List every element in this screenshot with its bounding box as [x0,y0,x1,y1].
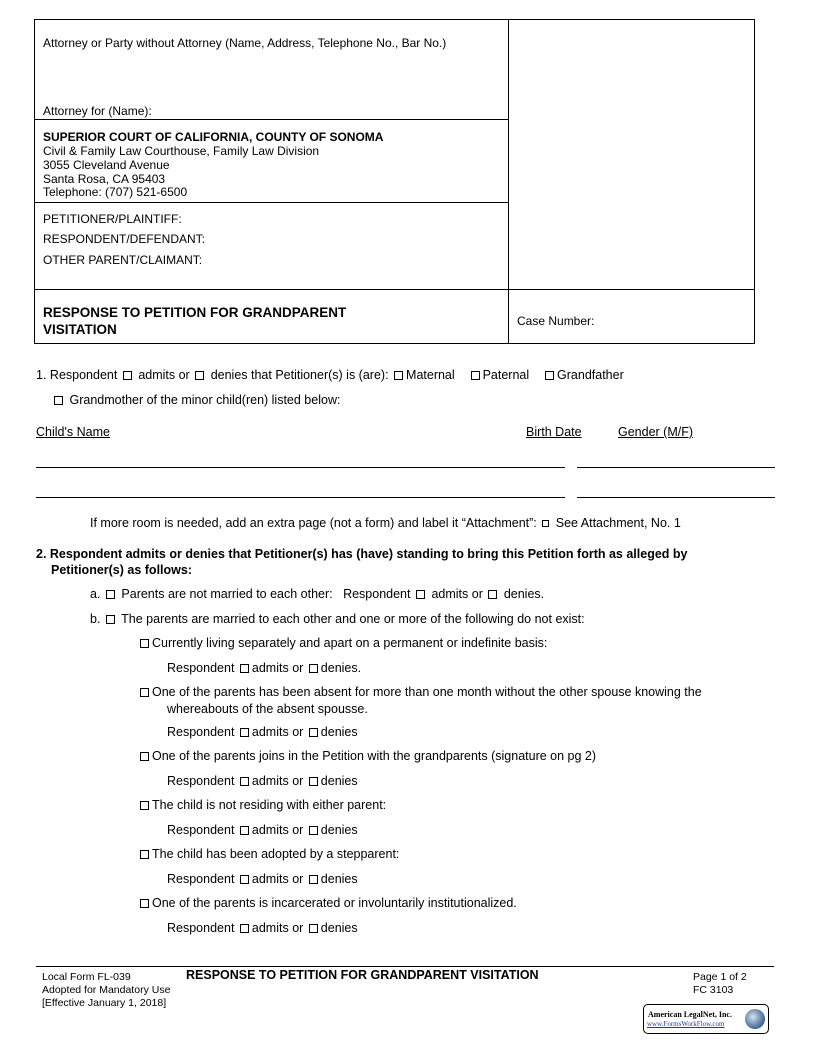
condition-4 [138,798,386,812]
condition-2-admits-checkbox[interactable] [240,728,249,737]
attorney-label: Attorney or Party without Attorney (Name, Address, Telephone No., Bar No.) [43,36,447,50]
admits-label: admits or [251,774,304,788]
court-name: SUPERIOR COURT OF CALIFORNIA, COUNTY OF SONOMA [43,130,384,144]
admits-label: admits or [251,661,304,675]
condition-2-text: One of the parents has been absent for more than one month without the other spouse knowing the [152,685,702,699]
item1-denies-label: denies that Petitioner(s) is (are): [210,368,389,382]
footer-form-no: Local Form FL-039 [42,971,131,983]
respondent-label: Respondent [167,823,235,837]
logo-name: American LegalNet, Inc. [648,1010,732,1019]
attachment-note-row [90,516,681,530]
grandfather-checkbox[interactable] [545,371,554,380]
denies-checkbox[interactable] [195,371,204,380]
item2b-checkbox[interactable] [106,615,115,624]
child-name-field-1[interactable] [36,467,565,468]
respondent-label: Respondent [167,725,235,739]
attachment-note: If more room is needed, add an extra page (not a form) and label it “Attachment”: [90,516,537,530]
condition-2-response [167,725,358,739]
item2a-admits-checkbox[interactable] [416,590,425,599]
item2a-label: a. [90,587,101,601]
condition-5-checkbox[interactable] [140,850,149,859]
item2b-row [90,612,585,626]
condition-1-checkbox[interactable] [140,639,149,648]
child-name-field-2[interactable] [36,497,565,498]
condition-2-checkbox[interactable] [140,688,149,697]
condition-5-admits-checkbox[interactable] [240,875,249,884]
court-phone: Telephone: (707) 521-6500 [43,185,188,199]
condition-4-checkbox[interactable] [140,801,149,810]
globe-icon [745,1009,765,1029]
petitioner-label: PETITIONER/PLAINTIFF: [43,212,182,226]
condition-5-response [167,872,358,886]
condition-6-response [167,921,358,935]
condition-4-text: The child is not residing with either parent: [152,798,387,812]
item2-heading-line1: 2. Respondent admits or denies that Petitioner(s) has (have) standing to bring this Petition forth as alleged by [36,547,688,561]
respondent-label: Respondent [167,872,235,886]
condition-2 [138,685,702,699]
maternal-checkbox[interactable] [394,371,403,380]
item2b-text: The parents are married to each other and one or more of the following do not exist: [121,612,585,626]
condition-4-denies-checkbox[interactable] [309,826,318,835]
case-number-label: Case Number: [517,314,595,328]
item2a-checkbox[interactable] [106,590,115,599]
denies-label: denies [320,725,358,739]
item2a-admits-label: admits or [431,587,483,601]
item2a-denies-checkbox[interactable] [488,590,497,599]
condition-6 [138,896,517,910]
item1-admits-label: admits or [138,368,190,382]
admits-label: admits or [251,725,304,739]
admits-label: admits or [251,921,304,935]
logo-url: www.FormsWorkFlow.com [647,1020,725,1028]
maternal-label: Maternal [406,368,455,382]
footer-code: FC 3103 [693,984,734,996]
item1-respondent: Respondent [49,368,118,382]
admits-checkbox[interactable] [123,371,132,380]
footer-adopted: Adopted for Mandatory Use [42,984,171,996]
condition-3-checkbox[interactable] [140,752,149,761]
condition-1-response [167,661,361,675]
condition-6-admits-checkbox[interactable] [240,924,249,933]
denies-label: denies [320,774,358,788]
condition-3-text: One of the parents joins in the Petition with the grandparents (signature on pg 2) [152,749,597,763]
condition-1-denies-checkbox[interactable] [309,664,318,673]
col-birth-date: Birth Date [526,425,582,439]
denies-label: denies. [320,661,362,675]
footer-title: RESPONSE TO PETITION FOR GRANDPARENT VISITATION [186,968,539,982]
denies-label: denies [320,921,358,935]
col-child-name: Child's Name [36,425,110,439]
condition-6-text: One of the parents is incarcerated or involuntarily institutionalized. [152,896,517,910]
condition-5 [138,847,399,861]
condition-6-denies-checkbox[interactable] [309,924,318,933]
respondent-label: Respondent [167,661,235,675]
respondent-label: RESPONDENT/DEFENDANT: [43,232,206,246]
grandfather-label: Grandfather [557,368,624,382]
condition-3-response [167,774,358,788]
admits-label: admits or [251,872,304,886]
grandmother-checkbox[interactable] [54,396,63,405]
condition-6-checkbox[interactable] [140,899,149,908]
condition-1-text: Currently living separately and apart on a permanent or indefinite basis: [152,636,548,650]
item2a-respondent: Respondent [343,587,411,601]
admits-label: admits or [251,823,304,837]
condition-2-text-cont: whereabouts of the absent spousse. [167,702,368,716]
child-info-field-1[interactable] [577,467,775,468]
condition-5-denies-checkbox[interactable] [309,875,318,884]
footer-effective: [Effective January 1, 2018] [42,997,167,1009]
condition-2-denies-checkbox[interactable] [309,728,318,737]
condition-1 [138,636,547,650]
condition-3-admits-checkbox[interactable] [240,777,249,786]
court-city: Santa Rosa, CA 95403 [43,172,166,186]
footer-rule [36,966,774,967]
condition-4-response [167,823,358,837]
attorney-for-label: Attorney for (Name): [43,104,152,118]
footer-page: Page 1 of 2 [693,971,747,983]
child-info-field-2[interactable] [577,497,775,498]
american-legalnet-logo [643,1004,769,1034]
see-attachment-checkbox[interactable] [542,520,549,527]
condition-5-text: The child has been adopted by a stepparent: [152,847,400,861]
denies-label: denies [320,872,358,886]
item2b-label: b. [90,612,101,626]
paternal-checkbox[interactable] [471,371,480,380]
item2a-denies-label: denies. [503,587,545,601]
col-gender: Gender (M/F) [618,425,694,439]
item1-line2 [52,393,340,407]
item1-number: 1. [36,368,47,382]
respondent-label: Respondent [167,774,235,788]
other-parent-label: OTHER PARENT/CLAIMANT: [43,253,203,267]
condition-4-admits-checkbox[interactable] [240,826,249,835]
condition-1-admits-checkbox[interactable] [240,664,249,673]
item2a-text: Parents are not married to each other: [121,587,333,601]
form-title-line1: RESPONSE TO PETITION FOR GRANDPARENT [43,305,347,320]
item1-line1 [36,368,624,382]
form-title-line2: VISITATION [43,322,117,337]
condition-3-denies-checkbox[interactable] [309,777,318,786]
court-street: 3055 Cleveland Avenue [43,158,170,172]
respondent-label: Respondent [167,921,235,935]
grandmother-label: Grandmother of the minor child(ren) listed below: [69,393,341,407]
court-division: Civil & Family Law Courthouse, Family Law Division [43,144,320,158]
item2a-row [90,587,544,601]
paternal-label: Paternal [482,368,530,382]
denies-label: denies [320,823,358,837]
item2-heading-line2: Petitioner(s) as follows: [51,563,192,577]
condition-3 [138,749,596,763]
see-attachment-label: See Attachment, No. 1 [555,516,681,530]
